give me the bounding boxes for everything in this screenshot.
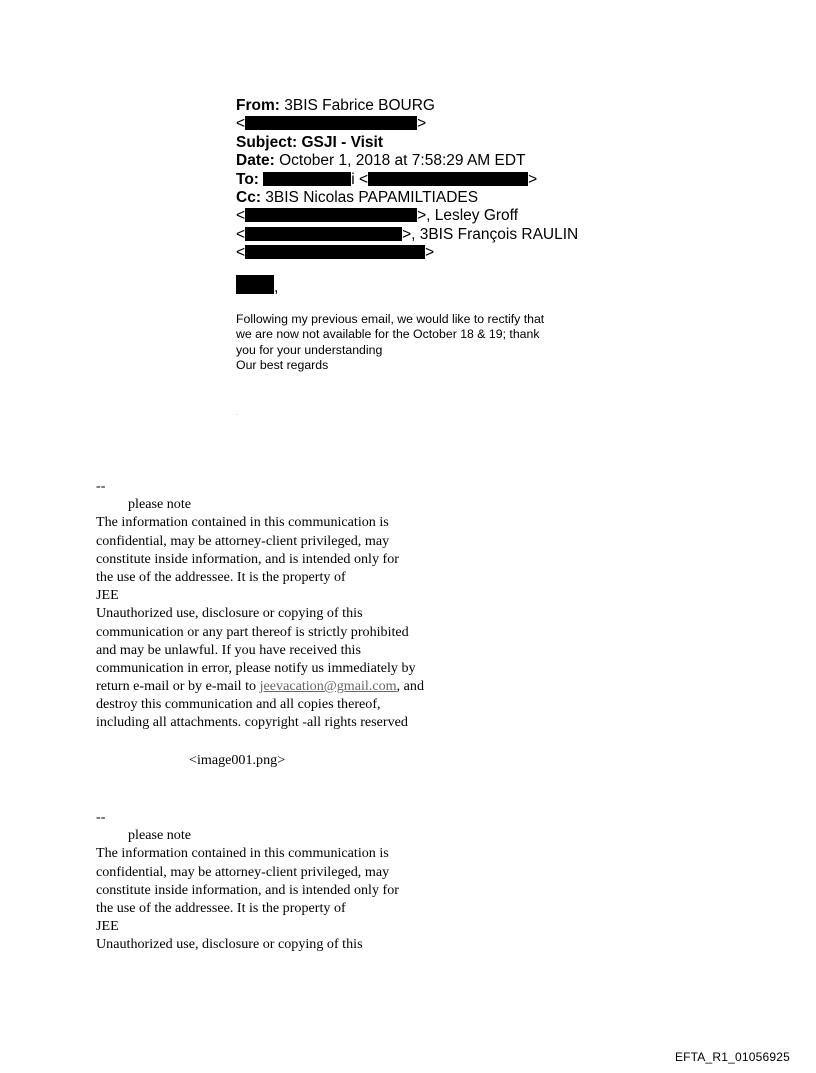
notice-line: The information contained in this communication is — [96, 845, 389, 862]
notice-email-line — [96, 677, 496, 695]
notice-line: communication in error, please notify us immediately by — [96, 659, 416, 676]
message-body — [236, 312, 596, 373]
cc-line-4 — [236, 244, 636, 262]
email-link[interactable]: jeevacation@gmail.com — [259, 678, 397, 695]
notice-separator: -- — [96, 809, 106, 825]
notice-line: Unauthorized use, disclosure or copying of this — [96, 605, 363, 622]
cc-label: Cc: — [236, 188, 261, 206]
cc-line-3-open: < — [236, 225, 246, 243]
cc-line-4-open: < — [236, 244, 246, 262]
body-line: Our best regards — [236, 357, 329, 372]
redaction-block — [236, 275, 274, 294]
notice-email-suffix: , and — [396, 678, 425, 695]
redaction-block — [245, 116, 417, 130]
to-line — [236, 171, 636, 189]
notice-line: Unauthorized use, disclosure or copying of this — [96, 936, 363, 953]
notice-line: JEE — [96, 587, 119, 604]
from-email-open: < — [236, 115, 246, 133]
subject-value: GSJI - Visit — [301, 133, 384, 151]
notice-line: the use of the addressee. It is the property of — [96, 568, 346, 585]
cc-line-4-close: > — [425, 244, 435, 262]
body-line: Following my previous email, we would like to rectify that — [236, 312, 545, 326]
cc-line — [236, 189, 636, 207]
from-label: From: — [236, 97, 280, 114]
from-line — [236, 97, 636, 115]
notice-line: communication or any part thereof is strictly prohibited — [96, 623, 409, 640]
redaction-block — [245, 245, 425, 259]
notice-heading: please note — [128, 827, 192, 844]
cc-value: 3BIS Nicolas PAPAMILTIADES — [265, 188, 479, 206]
from-value: 3BIS Fabrice BOURG — [284, 97, 435, 114]
from-email-close: > — [417, 115, 427, 133]
notice-heading: please note — [128, 496, 192, 513]
notice-line: including all attachments. copyright -all rights reserved — [96, 714, 408, 731]
document-id: EFTA_R1_01056925 — [674, 1050, 790, 1064]
confidentiality-notice — [96, 808, 496, 954]
from-email-line — [236, 115, 636, 133]
notice-line: confidential, may be attorney-client privileged, may — [96, 863, 390, 880]
date-line — [236, 152, 636, 170]
redaction-block — [263, 172, 351, 186]
body-line: we are now not available for the October 18 & 19; thank — [236, 327, 540, 342]
notice-line: JEE — [96, 918, 119, 935]
notice-separator: -- — [96, 478, 106, 494]
redaction-block — [245, 208, 417, 222]
notice-line: and may be unlawful. If you have received this — [96, 641, 361, 658]
notice-line: constitute inside information, and is intended only for — [96, 550, 399, 567]
date-value: October 1, 2018 at 7:58:29 AM EDT — [279, 152, 526, 170]
cc-line-2 — [236, 207, 636, 225]
cc-line-3-tail: >, 3BIS François RAULIN — [402, 225, 579, 243]
confidentiality-notice — [96, 477, 496, 732]
cc-line-2-open: < — [236, 207, 246, 225]
notice-line: constitute inside information, and is intended only for — [96, 881, 399, 898]
to-label: To: — [236, 170, 259, 188]
notice-email-prefix: return e-mail or by e-mail to — [96, 678, 260, 695]
notice-line: confidential, may be attorney-client privileged, may — [96, 532, 390, 549]
subject-line — [236, 134, 636, 152]
to-mid: i < — [351, 170, 369, 188]
cc-line-3 — [236, 226, 636, 244]
greeting-tail: , — [274, 279, 279, 296]
date-label: Date: — [236, 152, 275, 170]
cc-line-2-tail: >, Lesley Groff — [417, 207, 519, 225]
to-close: > — [528, 170, 538, 188]
scan-artifact — [236, 414, 237, 415]
notice-line: the use of the addressee. It is the property of — [96, 899, 346, 916]
redaction-block — [245, 227, 402, 241]
email-header — [236, 97, 636, 263]
attachment-placeholder: <image001.png> — [189, 752, 286, 768]
notice-line: destroy this communication and all copies thereof, — [96, 696, 381, 713]
notice-line: The information contained in this communication is — [96, 514, 389, 531]
greeting — [236, 275, 278, 295]
redaction-block — [368, 172, 528, 186]
body-line: you for your understanding — [236, 342, 383, 357]
subject-label: Subject: — [236, 133, 298, 151]
